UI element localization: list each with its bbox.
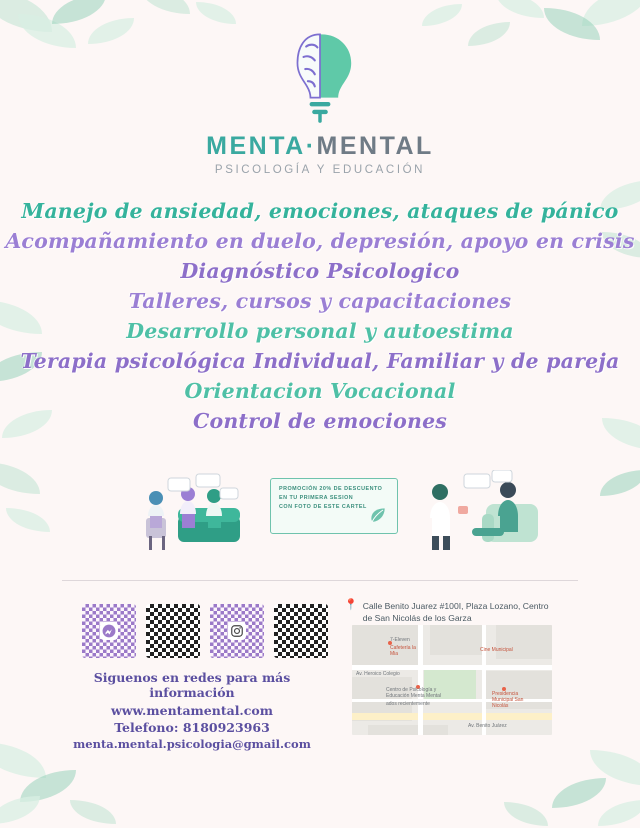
logo-block <box>0 24 640 176</box>
brand-part-1: MENTA <box>206 132 306 160</box>
map-label: Educación Menta Mental <box>386 693 442 699</box>
group-therapy-illustration <box>122 472 272 562</box>
map-label: 7-Eleven <box>390 637 410 643</box>
phone-number[interactable]: Telefono: 8180923963 <box>114 720 270 735</box>
service-item: Control de emociones <box>192 409 448 433</box>
leaf-decoration <box>496 0 544 18</box>
leaf-decoration <box>552 778 606 808</box>
service-item: Manejo de ansiedad, emociones, ataques de pánico <box>21 199 619 223</box>
leaf-decoration <box>422 4 462 26</box>
map-label: Mia <box>390 651 399 657</box>
map-label: Cine Municipal <box>480 647 513 653</box>
follow-us-text: Siguenos en redes para más información <box>93 670 291 700</box>
qr-code-row <box>82 604 328 658</box>
map-label: Municipal San <box>492 697 524 703</box>
map-label: Centro de Psicología y <box>386 687 437 693</box>
messenger-icon <box>100 622 118 640</box>
coupon-line-1: PROMOCIÓN 20% DE DESCUENTO <box>279 486 383 492</box>
coupon-line-2: EN TU PRIMERA SESION <box>279 495 354 501</box>
brand-part-2: MENTAL <box>316 132 434 160</box>
service-item: Diagnóstico Psicologico <box>180 259 460 283</box>
service-item: Acompañamiento en duelo, depresión, apoyo en crisis <box>5 229 635 253</box>
address-line-1: Calle Benito Juarez #100I, Plaza Lozano, Centro de <box>362 601 549 623</box>
leaf-decoration <box>0 742 46 778</box>
qr-whatsapp[interactable] <box>274 604 328 658</box>
email-address[interactable]: menta.mental.psicologia@gmail.com <box>73 737 311 751</box>
contact-block <box>62 670 322 751</box>
qr-facebook[interactable] <box>146 604 200 658</box>
map-label: ados recientemente <box>386 701 430 707</box>
leaf-icon <box>368 505 388 525</box>
therapy-session-illustration <box>412 470 552 560</box>
coupon-line-3: CON FOTO DE ESTE CARTEL <box>279 504 367 510</box>
location-pin-icon: 📍 <box>344 599 358 611</box>
leaf-decoration <box>70 800 116 824</box>
instagram-icon <box>228 622 246 640</box>
promo-coupon <box>270 478 398 534</box>
qr-instagram[interactable] <box>210 604 264 658</box>
leaf-decoration <box>504 802 548 826</box>
map-label: Av. Benito Juárez <box>468 723 507 729</box>
address-text <box>363 600 556 624</box>
address-block <box>344 600 556 624</box>
leaf-decoration <box>0 796 40 824</box>
map-label: Av. Heroico Colegio <box>356 671 400 677</box>
address-line-2: San Nicolás de los Garza <box>374 613 472 623</box>
service-item: Terapia psicológica Individual, Familiar y de pareja <box>20 349 620 373</box>
service-item: Desarrollo personal y autoestima <box>126 319 514 343</box>
service-item: Talleres, cursos y capacitaciones <box>128 289 512 313</box>
section-divider <box>62 580 578 581</box>
map-label: Cafetería la <box>390 645 416 651</box>
website-link[interactable]: www.mentamental.com <box>111 703 273 718</box>
leaf-decoration <box>598 800 640 826</box>
brand-tagline: PSICOLOGÍA Y EDUCACIÓN <box>214 164 426 176</box>
qr-messenger[interactable] <box>82 604 136 658</box>
leaf-decoration <box>52 0 106 24</box>
illustration-band <box>0 468 640 568</box>
brain-lightbulb-icon <box>268 24 372 128</box>
location-map[interactable] <box>352 625 552 735</box>
brand-separator: · <box>305 132 317 160</box>
brand-name <box>206 132 434 161</box>
services-list <box>0 196 640 436</box>
service-item: Orientacion Vocacional <box>184 379 456 403</box>
leaf-decoration <box>140 0 190 14</box>
map-label: Nicolás <box>492 703 509 709</box>
map-label: Presidencia <box>492 691 519 697</box>
leaf-decoration <box>196 2 236 24</box>
